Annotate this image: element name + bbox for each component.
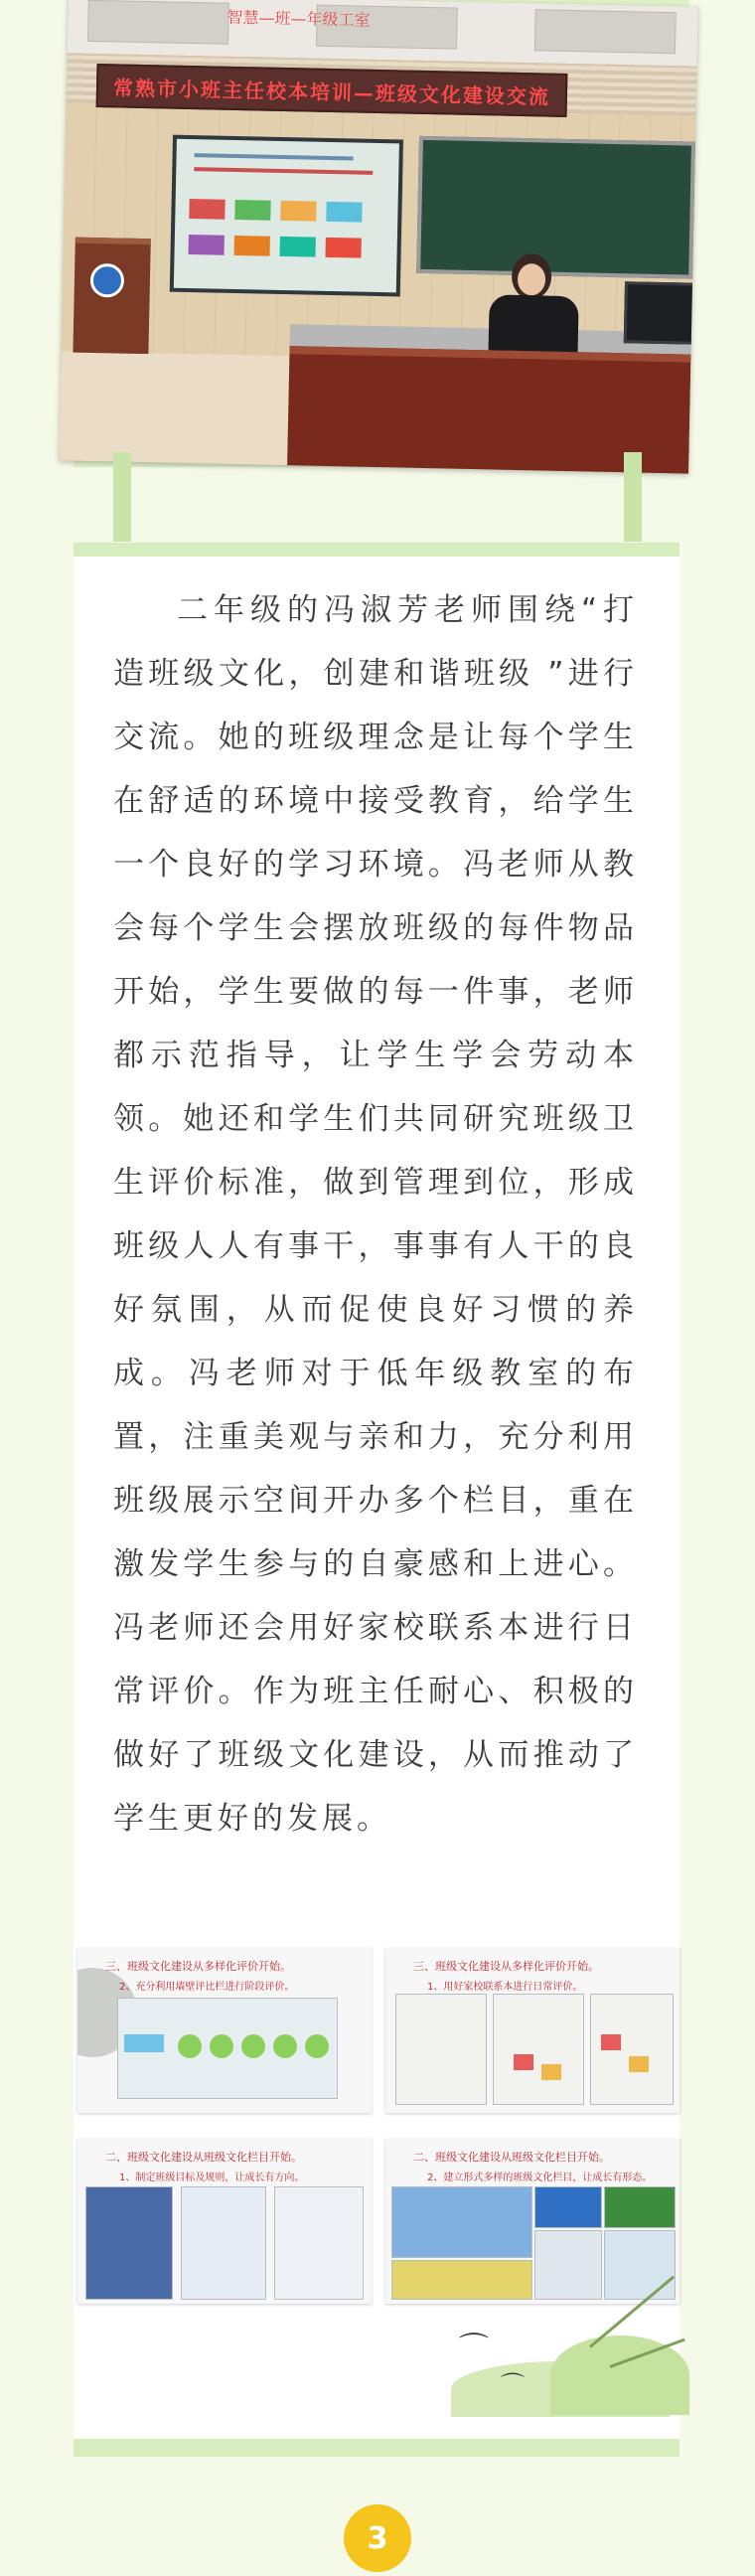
projector-screen	[170, 135, 403, 297]
monitor	[624, 281, 698, 345]
speaker-person	[489, 294, 579, 352]
bird-icon: ⌒	[459, 2332, 489, 2366]
bird-icon: ⌒	[501, 2371, 525, 2399]
slide-thumbnail-3: 二、班级文化建设从班级文化栏目开始。 1、制定班级目标及规则，让成长有方向。	[77, 2139, 372, 2304]
slide-thumbnail-4: 二、班级文化建设从班级文化栏目开始。 2、建立形式多样的班级文化栏目，让成长有形态。	[385, 2139, 680, 2304]
photo-ceiling-text: 智慧—班—年级工室	[226, 7, 371, 30]
decor-pillar-left	[113, 452, 131, 542]
page-number-badge: 3	[344, 2504, 411, 2572]
slide-thumbnail-1: 三、班级文化建设从多样化评价开始。 2、充分利用墙壁评比栏进行阶段评价。	[77, 1948, 372, 2113]
podium	[73, 238, 150, 355]
decor-hill-2	[550, 2335, 689, 2415]
slide-thumbnail-2: 三、班级文化建设从多样化评价开始。 1、用好家校联系本进行日常评价。	[385, 1948, 680, 2113]
article-paragraph: 二年级的冯淑芳老师围绕“打造班级文化，创建和谐班级 ”进行交流。她的班级理念是让每个学生在舒适的环境中接受教育，给学生一个良好的学习环境。冯老师从教会每个学生会摆放班级的每件物品开始，学生要做的每一件事，老师都示范指导，让学生学会劳动本领。她还和学生们共同研究班级卫生评价标准，做到管理到位，形成班级人人有事干，事事有人干的良好氛围，从而促使良好习惯的养成。冯老师对于低年级教室的布置，注重美观与亲和力，充分利用班级展示空间开办多个栏目，重在激发学生参与的自豪感和上进心。冯老师还会用好家校联系本进行日常评价。作为班主任耐心、积极的做好了班级文化建设，从而推动了学生更好的发展。	[113, 592, 638, 1837]
decor-pillar-right	[624, 452, 642, 542]
meeting-photo	[59, 0, 698, 474]
school-logo-icon	[90, 263, 125, 298]
photo-banner: 常熟市小班主任校本培训—班级文化建设交流	[96, 64, 568, 117]
blackboard	[416, 136, 695, 279]
article-card	[74, 543, 680, 2457]
